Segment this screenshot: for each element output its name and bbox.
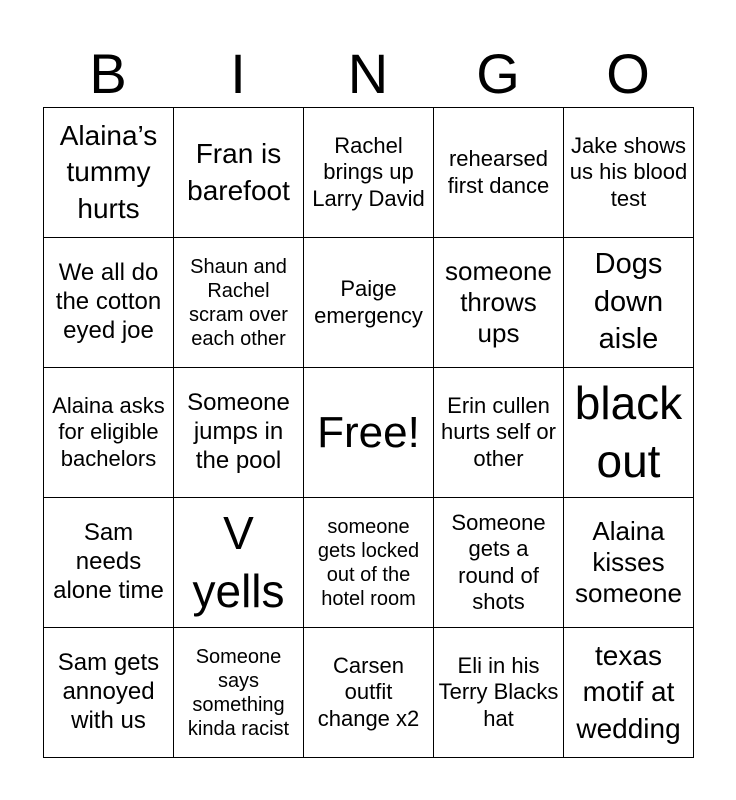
bingo-cell-r5c2[interactable]: Someone says something kinda racist	[174, 628, 304, 758]
bingo-cell-r3c2[interactable]: Someone jumps in the pool	[174, 368, 304, 498]
bingo-cell-r1c4[interactable]: rehearsed first dance	[434, 108, 564, 238]
bingo-cell-r1c1[interactable]: Alaina’s tummy hurts	[44, 108, 174, 238]
bingo-cell-r4c1[interactable]: Sam needs alone time	[44, 498, 174, 628]
bingo-cell-r2c5[interactable]: Dogs down aisle	[564, 238, 694, 368]
header-letter-o: O	[606, 42, 650, 105]
bingo-cell-r2c1[interactable]: We all do the cotton eyed joe	[44, 238, 174, 368]
bingo-cell-r3c5[interactable]: black out	[564, 368, 694, 498]
bingo-cell-r5c5[interactable]: texas motif at wedding	[564, 628, 694, 758]
bingo-cell-r1c2[interactable]: Fran is barefoot	[174, 108, 304, 238]
bingo-cell-free[interactable]: Free!	[304, 368, 434, 498]
header-letter-g: G	[476, 42, 520, 105]
bingo-cell-r5c1[interactable]: Sam gets annoyed with us	[44, 628, 174, 758]
bingo-cell-r1c3[interactable]: Rachel brings up Larry David	[304, 108, 434, 238]
bingo-cell-r4c4[interactable]: Someone gets a round of shots	[434, 498, 564, 628]
bingo-cell-r3c1[interactable]: Alaina asks for eligible bachelors	[44, 368, 174, 498]
bingo-cell-r4c2[interactable]: V yells	[174, 498, 304, 628]
header-letter-i: I	[230, 42, 246, 105]
header-letter-b: B	[89, 42, 127, 105]
bingo-cell-r2c4[interactable]: someone throws ups	[434, 238, 564, 368]
bingo-cell-r1c5[interactable]: Jake shows us his blood test	[564, 108, 694, 238]
bingo-cell-r4c5[interactable]: Alaina kisses someone	[564, 498, 694, 628]
bingo-board	[43, 107, 694, 758]
bingo-cell-r3c4[interactable]: Erin cullen hurts self or other	[434, 368, 564, 498]
header-letter-n: N	[347, 42, 389, 105]
bingo-cell-r4c3[interactable]: someone gets locked out of the hotel room	[304, 498, 434, 628]
bingo-cell-r2c3[interactable]: Paige emergency	[304, 238, 434, 368]
bingo-cell-r5c4[interactable]: Eli in his Terry Blacks hat	[434, 628, 564, 758]
bingo-cell-r5c3[interactable]: Carsen outfit change x2	[304, 628, 434, 758]
bingo-header	[43, 40, 693, 108]
bingo-cell-r2c2[interactable]: Shaun and Rachel scram over each other	[174, 238, 304, 368]
